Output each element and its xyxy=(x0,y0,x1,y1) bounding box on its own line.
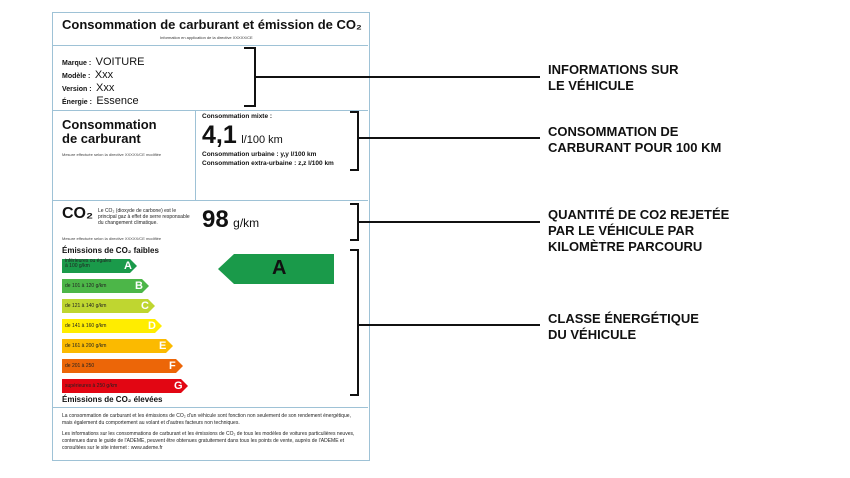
band-g-letter: G xyxy=(174,380,183,392)
co2-symbol: CO₂ xyxy=(62,205,94,222)
band-g-range: supérieures à 250 g/km xyxy=(65,383,118,389)
mixed-consumption-label: Consommation mixte : xyxy=(202,113,273,120)
bracket-co2 xyxy=(350,204,358,240)
annotation-line: CLASSE ÉNERGÉTIQUE xyxy=(548,311,699,326)
band-c-range: de 121 à 140 g/km xyxy=(65,303,107,309)
band-d-letter: D xyxy=(148,320,156,332)
annotation-line: LE VÉHICULE xyxy=(548,78,634,93)
band-d-range: de 141 à 160 g/km xyxy=(65,323,107,329)
annotation-line: CONSOMMATION DE xyxy=(548,124,679,139)
bracket-vehicle-info xyxy=(244,48,255,106)
co2-unit: g/km xyxy=(233,216,260,230)
extra-urban-consumption: Consommation extra-urbaine : z,z l/100 km xyxy=(202,160,334,167)
annotation-consumption xyxy=(548,124,721,156)
band-f-range: de 201 à 250 xyxy=(65,363,95,369)
annotation-line: PAR LE VÉHICULE PAR xyxy=(548,223,695,238)
consumption-number: 4,1 xyxy=(202,121,237,149)
band-e-letter: E xyxy=(159,340,167,352)
bracket-class xyxy=(350,250,358,395)
annotation-vehicle-info xyxy=(548,62,678,94)
vehicle-key: Énergie : xyxy=(62,99,92,106)
vehicle-value: VOITURE xyxy=(95,56,145,68)
annotation-line: CARBURANT POUR 100 KM xyxy=(548,140,722,155)
consumption-title-line2: de carburant xyxy=(62,131,141,146)
label-subtitle: Information en application de la directive XXXXX/CE xyxy=(160,35,253,40)
band-c-letter: C xyxy=(141,300,149,312)
annotation-line: QUANTITÉ DE CO2 REJETÉE xyxy=(548,207,730,222)
vehicle-key: Modèle : xyxy=(62,73,91,80)
co2-number: 98 xyxy=(202,206,229,233)
consumption-note: Mesure effectuée selon la directive XXXXX/CE modifiée xyxy=(62,152,162,157)
vehicle-key: Version : xyxy=(62,86,92,93)
band-f-letter: F xyxy=(169,360,176,372)
annotation-line: INFORMATIONS SUR xyxy=(548,62,679,77)
low-emissions-label: Émissions de CO₂ faibles xyxy=(62,246,159,255)
vehicle-value: Xxx xyxy=(94,69,114,81)
consumption-unit: l/100 km xyxy=(241,134,283,146)
co2-description: Le CO₂ (dioxyde de carbone) est le principal gaz à effet de serre responsable du changement climatique. xyxy=(98,208,190,226)
annotation-class xyxy=(548,311,699,343)
label-title: Consommation de carburant et émission de CO₂ xyxy=(62,17,362,32)
consumption-title-line1: Consommation xyxy=(62,117,157,132)
band-a-range: inférieures ou égales à 100 g/km xyxy=(65,258,112,269)
vehicle-value: Xxx xyxy=(96,82,115,94)
vehicle-class-letter: A xyxy=(272,257,287,279)
annotation-line: DU VÉHICULE xyxy=(548,327,637,342)
bracket-consumption xyxy=(350,112,358,170)
band-b-range: de 101 à 120 g/km xyxy=(65,283,107,289)
vehicle-key: Marque : xyxy=(62,60,92,67)
high-emissions-label: Émissions de CO₂ élevées xyxy=(62,395,163,404)
annotation-line: KILOMÈTRE PARCOURU xyxy=(548,239,703,254)
band-b-letter: B xyxy=(135,280,143,292)
annotation-co2 xyxy=(548,207,729,255)
vehicle-value: Essence xyxy=(96,95,139,107)
co2-note: Mesure effectuée selon la directive XXXXX/CE modifiée xyxy=(62,236,162,241)
urban-consumption: Consommation urbaine : y,y l/100 km xyxy=(202,151,317,158)
footer-text-1: La consommation de carburant et les émissions de CO₂ d'un véhicule sont fonction non seulement de son rendement énergétique, mais également du comportement au volant et d'autres facteurs non techniques. xyxy=(62,413,351,426)
footer-text-2: Les informations sur les consommations de carburant et les émissions de CO₂ de tous les modèles de voitures particulières neuves, contenues dans le guide de l'ADEME, peuvent être obtenues gratuitement dans tous les points de vente, auprès de l'ADEME et consultées sur le site internet : www.ademe.fr xyxy=(62,431,355,451)
band-e-range: de 161 à 200 g/km xyxy=(65,343,107,349)
band-a-letter: A xyxy=(124,260,132,272)
